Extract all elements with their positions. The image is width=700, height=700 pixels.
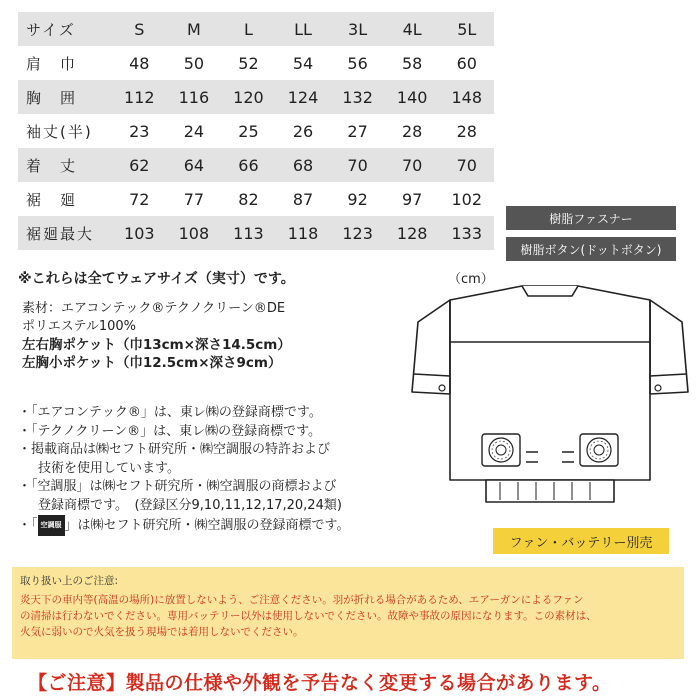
material-block (22, 300, 291, 372)
trademark-line: ・「エアコンテック®」は、東レ㈱の登録商標です。 (18, 405, 322, 420)
row-label: 裾廻最大 (26, 224, 95, 243)
table-cell: 70 (402, 155, 423, 175)
right-sleeve (650, 300, 688, 394)
size-header: 4L (402, 19, 422, 39)
table-row-shoulder (18, 46, 494, 80)
table-cell: 132 (342, 87, 373, 107)
fan-port-left-icon (482, 434, 520, 466)
table-cell: 118 (287, 223, 319, 243)
material-line: ポリエステル100% (22, 319, 136, 334)
table-cell: 133 (451, 223, 483, 243)
table-cell: 123 (342, 223, 373, 243)
table-cell: 60 (456, 53, 477, 73)
table-header-label: サイズ (26, 20, 76, 39)
collar (522, 286, 578, 296)
trademark-prefix: ・「 (18, 517, 38, 533)
table-cell: 50 (183, 53, 205, 73)
table-cell: 102 (451, 189, 483, 209)
pocket-info: 左胸小ポケット（巾12.5cm×深さ9cm） (22, 355, 282, 371)
row-label: 肩 巾 (26, 54, 78, 73)
jacket-back-illustration (410, 282, 690, 522)
table-cell: 48 (129, 53, 150, 73)
table-cell: 27 (347, 121, 368, 141)
table-cell: 148 (451, 87, 483, 107)
table-row-chest (18, 80, 494, 114)
button-tag: 樹脂ボタン(ドットボタン) (506, 237, 676, 261)
table-row-hem-max (18, 216, 494, 250)
table-cell: 25 (238, 121, 259, 141)
unit-label: （cm） (448, 272, 494, 287)
trademark-line: ・掲載商品は㈱セフト研究所・㈱空調服の特許および (18, 442, 331, 457)
table-row-hem (18, 182, 494, 216)
table-cell: 58 (402, 53, 423, 73)
table-cell: 68 (292, 155, 314, 175)
left-sleeve (412, 300, 450, 394)
table-cell: 97 (402, 189, 423, 209)
table-cell: 26 (292, 121, 314, 141)
kuchofuku-logo: 空調服 (38, 515, 65, 536)
row-label: 裾 廻 (26, 190, 78, 209)
size-table (18, 12, 494, 250)
table-cell: 140 (396, 87, 428, 107)
caution-line: 炎天下の車内等(高温の場所)に放置しないよう、ご注意ください。羽が折れる場合があるため、エアーガンによるファン (20, 594, 584, 606)
size-header: M (186, 19, 201, 39)
trademark-line: 登録商標です。 (登録区分9,10,11,12,17,20,24類) (38, 497, 342, 513)
row-label: 袖丈(半) (26, 122, 93, 141)
table-row-sleeve (18, 114, 494, 148)
table-cell: 112 (124, 87, 155, 107)
trademark-line: ・「テクノクリーン®」は、東レ㈱の登録商標です。 (18, 423, 322, 439)
trademark-line: 技術を使用しています。 (38, 460, 180, 476)
table-cell: 103 (124, 223, 155, 243)
table-cell: 70 (456, 155, 477, 175)
fan-battery-sold-separately-badge: ファン・バッテリー別売 (493, 528, 669, 554)
size-note: ※これらは全てウェアサイズ（実寸）です。 (18, 271, 295, 287)
hem-band (486, 480, 614, 502)
table-cell: 113 (233, 223, 264, 243)
size-header: 5L (457, 19, 477, 39)
table-cell: 72 (129, 189, 150, 209)
footer-notice: 【ご注意】製品の仕様や外観を予告なく変更する場合があります。 (28, 672, 612, 694)
table-cell: 70 (347, 155, 368, 175)
table-cell: 87 (292, 189, 314, 209)
table-cell: 64 (183, 155, 205, 175)
size-header: LL (294, 19, 312, 39)
table-cell: 54 (292, 53, 314, 73)
caution-line: の清掃は行わないでください。専用バッテリー以外は使用しないでください。故障や事故の原因になります。この素材は、 (20, 610, 597, 622)
table-cell: 92 (347, 189, 368, 209)
table-cell: 82 (238, 189, 259, 209)
size-header: S (134, 19, 145, 39)
table-cell: 66 (238, 155, 259, 175)
table-cell: 120 (233, 87, 264, 107)
table-cell: 28 (402, 121, 423, 141)
trademark-line (18, 515, 349, 536)
table-cell: 77 (183, 189, 205, 209)
pocket-info: 左右胸ポケット（巾13cm×深さ14.5cm） (22, 337, 291, 353)
table-cell: 128 (396, 223, 428, 243)
row-label: 着 丈 (26, 156, 78, 175)
table-cell: 116 (178, 87, 210, 107)
table-cell: 24 (183, 121, 205, 141)
fan-port-right-icon (580, 434, 618, 466)
trademark-notes (18, 404, 349, 536)
material-line: 素材：エアコンテック®テクノクリーン®DE (22, 301, 286, 316)
trademark-line: ・「空調服」は㈱セフト研究所・㈱空調服の商標および (18, 479, 337, 494)
sleeve-button-icon (439, 385, 445, 391)
table-cell: 62 (129, 155, 150, 175)
caution-box (12, 567, 684, 659)
fastener-tag: 樹脂ファスナー (506, 206, 676, 230)
table-cell: 52 (238, 53, 259, 73)
jacket-body (450, 286, 650, 480)
size-header: 3L (348, 19, 368, 39)
sleeve-button-icon (655, 385, 661, 391)
size-header: L (243, 19, 253, 39)
table-cell: 23 (129, 121, 150, 141)
table-header-row (18, 12, 494, 46)
table-cell: 124 (287, 87, 319, 107)
caution-line: 火気に弱いので火気を扱う現場では着用しないでください。 (20, 626, 304, 638)
table-row-length (18, 148, 494, 182)
table-cell: 56 (347, 53, 368, 73)
row-label: 胸 囲 (26, 88, 78, 107)
table-cell: 108 (178, 223, 210, 243)
table-cell: 28 (456, 121, 477, 141)
trademark-suffix: 」は㈱セフト研究所・㈱空調服の登録商標です。 (64, 517, 350, 533)
caution-title: 取り扱い上のご注意: (20, 575, 119, 587)
